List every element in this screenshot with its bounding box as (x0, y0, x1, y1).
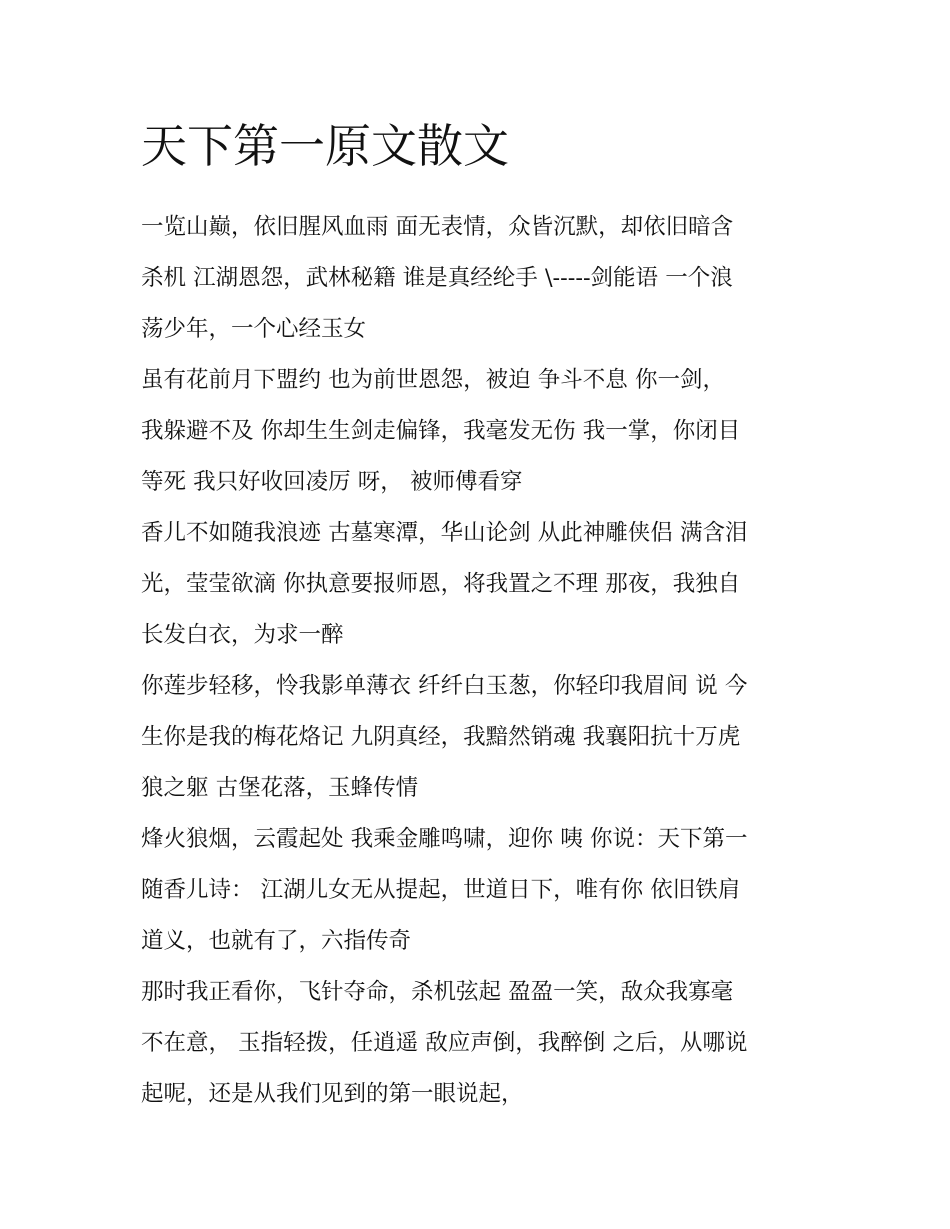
text-line: 起呢，还是从我们见到的第一眼说起， (141, 1081, 524, 1107)
text-line: 光，莹莹欲滴 你执意要报师恩，将我置之不理 那夜，我独自 (141, 571, 741, 597)
text-line: 道义，也就有了，六指传奇 (141, 928, 412, 954)
text-line: 随香儿诗： 江湖儿女无从提起，世道日下，唯有你 依旧铁肩 (141, 877, 741, 903)
text-line: 不在意， 玉指轻拨，任逍遥 敌应声倒，我醉倒 之后，从哪说 (141, 1030, 748, 1056)
document-title: 天下第一原文散文 (141, 119, 509, 173)
text-line: 我躲避不及 你却生生剑走偏锋，我毫发无伤 我一掌，你闭目 (141, 418, 741, 444)
text-line: 狼之躯 古堡花落，玉蜂传情 (141, 775, 419, 801)
text-line: 等死 我只好收回凌厉 呀， 被师傅看穿 (141, 469, 523, 495)
text-line: 那时我正看你，飞针夺命，杀机弦起 盈盈一笑，敌众我寡毫 (141, 979, 734, 1005)
text-line: 香儿不如随我浪迹 古墓寒潭，华山论剑 从此神雕侠侣 满含泪 (141, 520, 748, 546)
text-line: 你莲步轻移，怜我影单薄衣 纤纤白玉葱，你轻印我眉间 说 今 (141, 673, 748, 699)
text-line: 虽有花前月下盟约 也为前世恩怨，被迫 争斗不息 你一剑， (141, 367, 725, 393)
text-line: 烽火狼烟，云霞起处 我乘金雕鸣啸，迎你 咦 你说：天下第一 (141, 826, 748, 852)
document-body (141, 110, 821, 1120)
text-line: 生你是我的梅花烙记 九阴真经，我黯然销魂 我襄阳抗十万虎 (141, 724, 741, 750)
text-line: 杀机 江湖恩怨，武林秘籍 谁是真经纶手 \-----剑能语 一个浪 (141, 265, 733, 291)
text-line: 荡少年，一个心经玉女 (141, 316, 367, 342)
text-line: 长发白衣，为求一醉 (141, 622, 344, 648)
text-line: 一览山巅，依旧腥风血雨 面无表情，众皆沉默，却依旧暗含 (141, 214, 734, 240)
